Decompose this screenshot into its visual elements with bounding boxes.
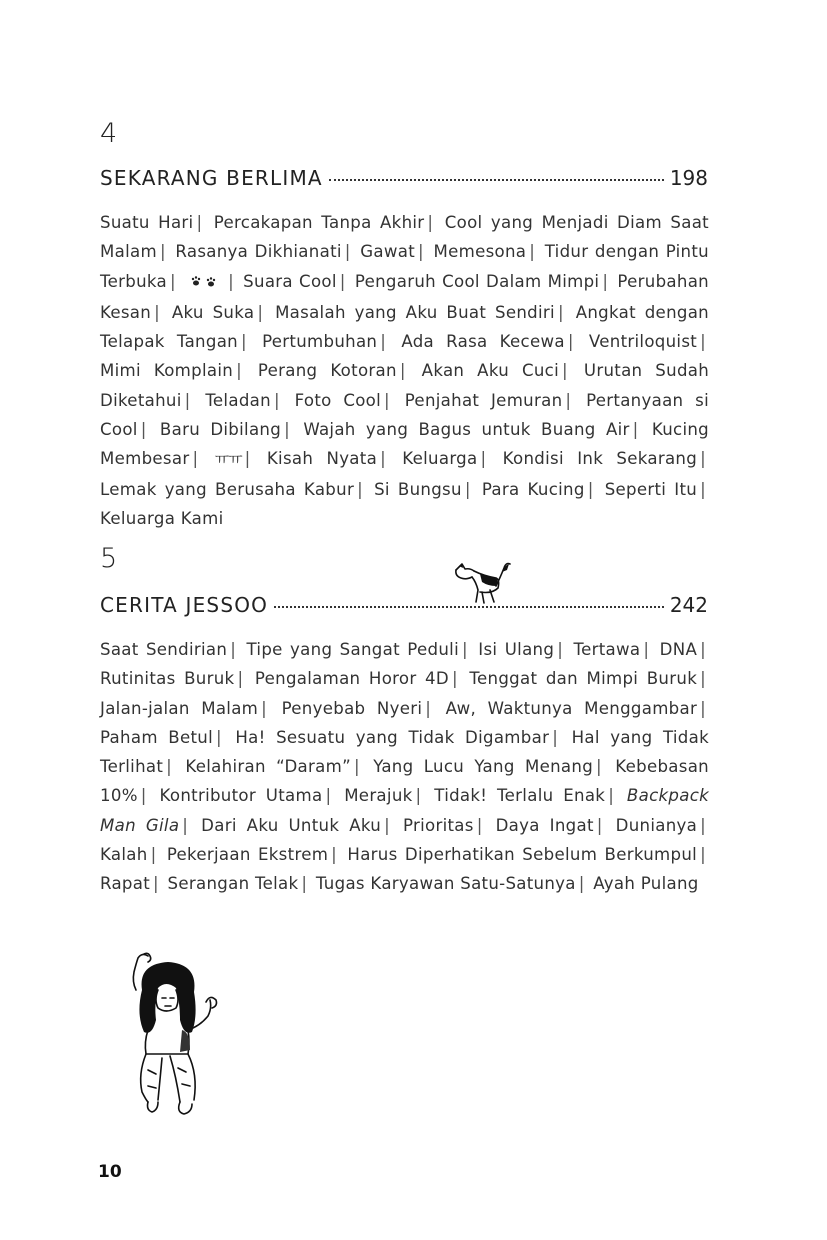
toc-entry[interactable]: Para Kucing [481,479,585,499]
chapter-number: 5 [100,543,118,574]
toc-entry[interactable]: Cool yang Menjadi Diam Saat Malam [100,213,709,262]
toc-entry[interactable]: Keluarga [402,449,478,469]
toc-entry[interactable]: Pengalaman Horor 4D [254,669,449,689]
toc-entry[interactable]: Keluarga Kami [100,508,224,528]
toc-entry[interactable]: Penyebab Nyeri [281,698,423,718]
toc-entry[interactable]: Ventriloquist [588,332,698,352]
chapter-number: 4 [100,118,118,149]
paw-prints-icon[interactable] [185,269,225,298]
toc-entry[interactable]: Penjahat Jemuran [404,390,563,410]
toc-entry[interactable]: Suara Cool [243,271,337,291]
toc-entry[interactable]: Tertawa [573,640,641,659]
toc-entry[interactable]: Gawat [360,242,416,262]
toc-entry[interactable]: Perubahan Kesan [100,271,709,322]
toc-entry[interactable]: Tidak! Terlalu Enak [434,786,606,806]
girl-illustration [118,950,228,1124]
toc-entry[interactable]: Tidur dengan Pintu Terbuka [100,242,709,291]
toc-entry[interactable]: Tipe yang Sangat Peduli [246,640,459,659]
toc-entry[interactable]: Wajah yang Bagus untuk Buang Air [303,420,630,440]
toc-entry[interactable]: Merajuk [344,786,413,806]
toc-entry[interactable]: Si Bungsu [374,479,462,499]
toc-entry[interactable]: Tenggat dan Mimpi Buruk [469,669,698,689]
chapter-page-number: 242 [669,593,708,617]
toc-entry[interactable]: Percakapan Tanpa Akhir [213,213,425,232]
toc-entry[interactable]: Pertumbuhan [262,332,378,352]
toc-entry[interactable]: Ha! Sesuatu yang Tidak Digambar [235,727,550,747]
toc-entry[interactable]: Rutinitas Buruk [100,669,235,689]
toc-entry[interactable]: Pertanyaan si Cool [100,390,709,440]
toc-entry[interactable]: Harus Diperhatikan Sebelum Berkumpul [347,845,698,865]
toc-entry[interactable]: Dunianya [615,815,698,835]
toc-entry[interactable]: Memesona [433,242,527,262]
toc-entry[interactable]: Aku Suka [171,302,255,322]
toc-entry[interactable]: Tugas Karyawan Satu-Satunya [315,874,576,894]
chapter-title-row[interactable] [100,593,708,623]
toc-entry[interactable]: Pekerjaan Ekstrem [166,845,329,865]
toc-entry[interactable]: Ada Rasa Kecewa [401,332,565,352]
toc-entry[interactable]: DNA [659,640,698,659]
toc-entry[interactable]: Dari Aku Untuk Aku [201,815,382,835]
chapter-page-number: 198 [669,166,708,190]
toc-entry[interactable]: Prioritas [402,815,474,835]
toc-entry[interactable]: Foto Cool [294,390,382,410]
toc-entry[interactable]: Ayah Pulang [593,874,699,894]
toc-entry[interactable]: Hal yang Tidak Terlihat [100,727,709,777]
toc-entry[interactable]: Lemak yang Berusaha Kabur [100,479,355,499]
toc-entry[interactable]: Masalah yang Aku Buat Sendiri [275,302,555,322]
toc-entry[interactable]: Backpack Man Gila [100,786,710,835]
toc-entry[interactable]: Saat Sendirian [100,640,228,659]
dot-leader [329,179,664,181]
chapter-title: SEKARANG BERLIMA [100,166,323,190]
page-number: 10 [98,1162,122,1182]
toc-entry[interactable]: Kebebasan 10% [100,757,709,806]
toc-entry[interactable]: Serangan Telak [167,874,299,894]
toc-entry[interactable]: Yang Lucu Yang Menang [373,757,594,777]
toc-entry[interactable]: Rasanya Dikhianati [175,242,342,262]
chapter-title-row[interactable] [100,166,708,196]
toc-entry[interactable]: Angkat dengan Telapak Tangan [100,302,709,352]
toc-entry[interactable]: Urutan Sudah Diketahui [100,361,710,410]
toc-entry[interactable]: Rapat [100,874,151,894]
toc-entry[interactable]: Isi Ulang [478,640,555,659]
toc-entry[interactable]: Kalah [100,845,148,865]
chapter-title: CERITA JESSOO [100,593,269,617]
toc-entry[interactable]: Teladan [205,390,271,410]
toc-entry[interactable]: Jalan-jalan Malam [100,698,259,718]
toc-entry[interactable]: Daya Ingat [495,815,594,835]
toc-entry[interactable]: Seperti Itu [604,479,698,499]
chapter-5-entries: Saat Sendirian | Tipe yang Sangat Peduli | Isi Ulang | Tertawa | DNA | Rutinitas Buruk | Pengalaman Horor 4D | Tenggat dan Mimpi Buruk | Jalan-jalan Malam | Penyebab Nyeri | Aw, Waktunya Menggambar | Paham Betul | Ha! Sesuatu yang Tidak Digambar | Hal yang Tidak Terlihat | Kelahiran “Daram” | Yang Lucu Yang Menang | Kebebasan 10% | Kontributor Utama | Merajuk | Tidak! Terlalu Enak | Backpack Man Gila | Dari Aku Untuk Aku | Prioritas | Daya Ingat | Dunianya | Kalah | Pekerjaan Ekstrem | Harus Diperhatikan Sebelum Berkumpul | Rapat | Serangan Telak | Tugas Karyawan Satu-Satunya | Ayah Pulang [100,640,710,894]
toc-entry[interactable]: Kondisi Ink Sekarang [502,449,698,469]
toc-entry[interactable]: Kisah Nyata [266,449,378,469]
toc-entry[interactable]: Kucing Membesar [100,420,709,469]
toc-entry[interactable]: Kontributor Utama [159,786,323,806]
toc-entry[interactable]: Baru Dibilang [159,420,282,440]
toc-entry[interactable]: Perang Kotoran [257,361,397,381]
toc-entry[interactable]: ㅠㅠ [214,450,242,469]
toc-entry[interactable]: Akan Aku Cuci [421,361,560,381]
toc-entry[interactable]: Mimi Komplain [100,361,234,381]
dot-leader [274,606,664,608]
toc-entry[interactable]: Kelahiran “Daram” [185,757,351,777]
toc-entry[interactable]: Suatu Hari [100,213,194,232]
chapter-4-entries: Suatu Hari | Percakapan Tanpa Akhir | Cool yang Menjadi Diam Saat Malam | Rasanya Dikhianati | Gawat | Memesona | Tidur dengan Pintu Terbuka | | Suara Cool | Pengaruh Cool Dalam Mimpi | Perubahan Kesan | Aku Suka | Masalah yang Aku Buat Sendiri | Angkat dengan Telapak Tangan | Pertumbuhan | Ada Rasa Kecewa | Ventriloquist | Mimi Komplain | Perang Kotoran | Akan Aku Cuci | Urutan Sudah Diketahui | Teladan | Foto Cool | Penjahat Jemuran | Pertanyaan si Cool | Baru Dibilang | Wajah yang Bagus untuk Buang Air | Kucing Membesar | ㅠㅠ | Kisah Nyata | Keluarga | Kondisi Ink Sekarang | Lemak yang Berusaha Kabur | Si Bungsu | Para Kucing | Seperti Itu | Keluarga Kami [100,213,710,528]
toc-entry[interactable]: Aw, Waktunya Menggambar [445,698,698,718]
toc-entry[interactable]: Paham Betul [100,727,213,747]
toc-entry[interactable]: Pengaruh Cool Dalam Mimpi [354,271,600,291]
